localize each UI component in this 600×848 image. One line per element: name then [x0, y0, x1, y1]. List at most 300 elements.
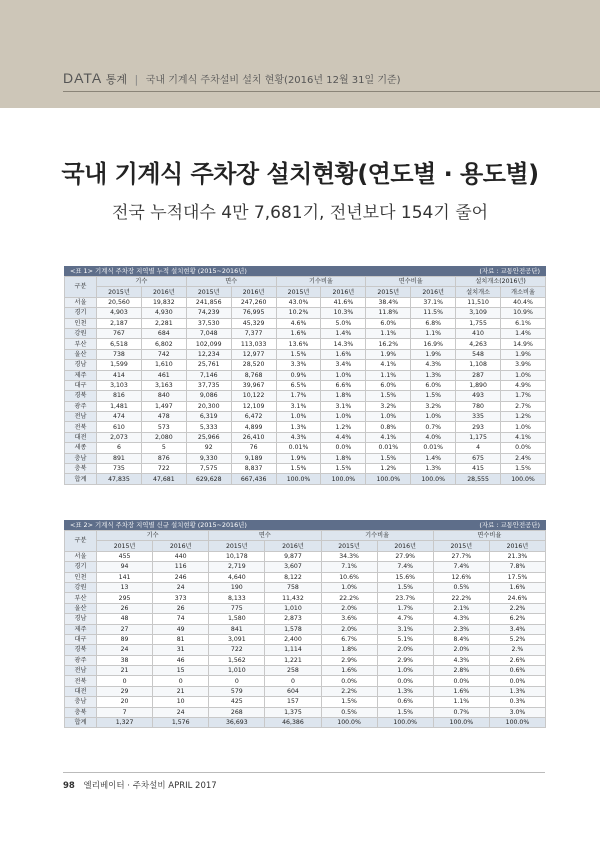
table-cell: 2.0%	[321, 624, 377, 634]
table-row	[65, 655, 546, 665]
table-cell: 7,048	[186, 328, 231, 338]
table-cell: 12.6%	[433, 572, 489, 582]
table-cell: 14.3%	[321, 339, 366, 349]
table-cell: 20,560	[97, 297, 142, 307]
table-cell: 4.3%	[433, 655, 489, 665]
table-cell: 2.2%	[489, 603, 545, 613]
header-subtitle: 국내 기계식 주차설비 설치 현황(2016년 12월 31일 기준)	[145, 75, 401, 86]
table-cell: 0.01%	[276, 443, 321, 453]
table-cell: 738	[97, 349, 142, 359]
table-cell: 1,599	[97, 360, 142, 370]
table-cell: 287	[456, 370, 501, 380]
table-row	[65, 582, 546, 592]
table-cell: 28,555	[456, 474, 501, 484]
table-cell: 1.4%	[411, 453, 456, 463]
table-cell: 3.1%	[321, 401, 366, 411]
row-label: 대전	[65, 686, 97, 696]
table-cell: 1.3%	[276, 422, 321, 432]
table-cell: 373	[153, 593, 209, 603]
table-cell: 474	[97, 412, 142, 422]
table-cell: 667,436	[231, 474, 276, 484]
table-cell: 1,610	[141, 360, 186, 370]
table1-subheader: 설치개소	[456, 287, 501, 297]
table-cell: 3.2%	[366, 401, 411, 411]
table-cell: 3.4%	[321, 360, 366, 370]
table-cell: 20,300	[186, 401, 231, 411]
table-cell: 26	[97, 603, 153, 613]
table-cell: 0.5%	[321, 707, 377, 717]
table-row	[65, 603, 546, 613]
table-row	[65, 380, 546, 390]
table-cell: 2,873	[265, 614, 321, 624]
row-label: 충남	[65, 453, 97, 463]
table-cell: 1.6%	[276, 328, 321, 338]
table2-subheader: 2016년	[489, 541, 545, 551]
table-row	[65, 624, 546, 634]
row-label: 울산	[65, 349, 97, 359]
table-cell: 34.3%	[321, 551, 377, 561]
table1-subheader: 2015년	[366, 287, 411, 297]
table-cell: 41.6%	[321, 297, 366, 307]
table-cell: 1.5%	[366, 391, 411, 401]
table-cell: 1,578	[265, 624, 321, 634]
row-label: 강원	[65, 328, 97, 338]
table-cell: 100.0%	[321, 474, 366, 484]
table2-header-count-ratio: 기수비율	[321, 531, 433, 541]
table-cell: 76	[231, 443, 276, 453]
table-cell: 8,122	[265, 572, 321, 582]
table-cell: 0.01%	[411, 443, 456, 453]
table-cell: 49	[153, 624, 209, 634]
table-cell: 3,103	[97, 380, 142, 390]
table-cell: 24	[153, 582, 209, 592]
table-cell: 6.2%	[489, 614, 545, 624]
table2-subheader: 2015년	[97, 541, 153, 551]
table-cell: 190	[209, 582, 265, 592]
table-cell: 3,109	[456, 308, 501, 318]
table-cell: 47,681	[141, 474, 186, 484]
table-cell: 6,518	[97, 339, 142, 349]
table-cell: 455	[97, 551, 153, 561]
section-label: 통계	[105, 73, 128, 86]
table-cell: 684	[141, 328, 186, 338]
table-cell: 0	[209, 676, 265, 686]
table-cell: 23.7%	[377, 593, 433, 603]
table-cell: 11,510	[456, 297, 501, 307]
table-cell: 604	[265, 686, 321, 696]
table1-subheader: 2016년	[321, 287, 366, 297]
table-cell: 22.2%	[433, 593, 489, 603]
table-cell: 1,497	[141, 401, 186, 411]
table-cell: 6.6%	[321, 380, 366, 390]
table-row	[65, 422, 546, 432]
table-row	[65, 707, 546, 717]
table-cell: 1.4%	[321, 328, 366, 338]
table-cell: 40.4%	[501, 297, 546, 307]
table-cell: 37,735	[186, 380, 231, 390]
table2-header-count: 기수	[97, 531, 209, 541]
table-cell: 5	[141, 443, 186, 453]
table-cell: 1.6%	[433, 686, 489, 696]
table-cell: 100.0%	[276, 474, 321, 484]
table-cell: 26,410	[231, 432, 276, 442]
table-cell: 27	[97, 624, 153, 634]
table-cell: 14.9%	[501, 339, 546, 349]
table-cell: 3,163	[141, 380, 186, 390]
table-cell: 1.0%	[321, 412, 366, 422]
table-row	[65, 308, 546, 318]
table-cell: 0.6%	[377, 697, 433, 707]
table-cell: 7,146	[186, 370, 231, 380]
table-cell: 100.0%	[366, 474, 411, 484]
footer-rule	[63, 772, 545, 773]
table-cell: 46	[153, 655, 209, 665]
table-cell: 0.0%	[377, 676, 433, 686]
table-cell: 246	[153, 572, 209, 582]
table-cell: 25,966	[186, 432, 231, 442]
table-cell: 6.0%	[411, 380, 456, 390]
table-cell: 1.4%	[501, 328, 546, 338]
table-cell: 16.2%	[366, 339, 411, 349]
table-cell: 2,073	[97, 432, 142, 442]
table-cell: 0.6%	[489, 666, 545, 676]
table1-subheader: 2015년	[276, 287, 321, 297]
table-cell: 89	[97, 634, 153, 644]
table-cell: 4,903	[97, 308, 142, 318]
table-cell: 2.4%	[501, 453, 546, 463]
table2-subheader: 2015년	[433, 541, 489, 551]
table1-caption-bar	[64, 266, 546, 276]
table1-grid	[64, 276, 546, 485]
table-row	[65, 401, 546, 411]
table-cell: 4.3%	[411, 360, 456, 370]
table-cell: 116	[153, 562, 209, 572]
table-row	[65, 562, 546, 572]
table-cell: 1.5%	[377, 582, 433, 592]
table-cell: 3.3%	[276, 360, 321, 370]
table-cell: 4.6%	[276, 318, 321, 328]
table-cell: 675	[456, 453, 501, 463]
row-label: 대구	[65, 634, 97, 644]
table-cell: 0	[153, 676, 209, 686]
table1-header-count: 기수	[97, 277, 187, 287]
table-cell: 461	[141, 370, 186, 380]
table-cell: 13.6%	[276, 339, 321, 349]
row-label: 대구	[65, 380, 97, 390]
table-cell: 0.7%	[433, 707, 489, 717]
table-cell: 840	[141, 391, 186, 401]
table-cell: 247,260	[231, 297, 276, 307]
table-cell: 0.7%	[411, 422, 456, 432]
table-cell: 4.0%	[411, 432, 456, 442]
table-cell: 10.6%	[321, 572, 377, 582]
table-cell: 1.5%	[377, 707, 433, 717]
table-cell: 17.5%	[489, 572, 545, 582]
table-cell: 0.3%	[489, 697, 545, 707]
table-cell: 0.0%	[501, 443, 546, 453]
table-cell: 1.2%	[366, 464, 411, 474]
table1-header-sites: 설치개소(2016년)	[456, 277, 546, 287]
row-label: 충북	[65, 464, 97, 474]
table-cell: 1.0%	[321, 370, 366, 380]
table-cell: 12,977	[231, 349, 276, 359]
table-cell: 3,091	[209, 634, 265, 644]
table1-caption: <표 1> 기계식 주차장 지역별 누적 설치현황 (2015~2016년)	[70, 267, 247, 275]
table-cell: 10,178	[209, 551, 265, 561]
data-label: DATA	[63, 70, 103, 86]
table-cell: 19,832	[141, 297, 186, 307]
table-cell: 9,877	[265, 551, 321, 561]
table-cell: 742	[141, 349, 186, 359]
table-cell: 4.9%	[501, 380, 546, 390]
table-cell: 891	[97, 453, 142, 463]
table-cell: 1.5%	[501, 464, 546, 474]
table-cell: 3.6%	[321, 614, 377, 624]
table-cell: 0.0%	[321, 676, 377, 686]
table-cell: 26	[153, 603, 209, 613]
header-rule	[63, 91, 600, 92]
table-cell: 46,386	[265, 718, 321, 728]
table-cell: 1.0%	[276, 412, 321, 422]
table-cell: 94	[97, 562, 153, 572]
table-cell: 1.5%	[276, 349, 321, 359]
table-cell: 1.5%	[276, 464, 321, 474]
table-cell: 6.0%	[366, 380, 411, 390]
row-label: 충북	[65, 707, 97, 717]
table-cell: 4,899	[231, 422, 276, 432]
page-subtitle: 전국 누적대수 4만 7,681기, 전년보다 154기 줄어	[111, 203, 489, 223]
table-cell: 579	[209, 686, 265, 696]
table-row	[65, 676, 546, 686]
table-cell: 10.9%	[501, 308, 546, 318]
table-cell: 2.6%	[489, 655, 545, 665]
table-cell: 2.0%	[433, 645, 489, 655]
table2-header-spaces-ratio: 면수비율	[433, 531, 545, 541]
table-cell: 4	[456, 443, 501, 453]
table-row	[65, 551, 546, 561]
table-cell: 295	[97, 593, 153, 603]
table-cell: 414	[97, 370, 142, 380]
table-cell: 0.8%	[366, 422, 411, 432]
table-cell: 1.1%	[366, 328, 411, 338]
table-cell: 74	[153, 614, 209, 624]
header-separator: |	[134, 73, 139, 86]
table1-header-spaces: 면수	[186, 277, 276, 287]
table-cell: 0.0%	[321, 443, 366, 453]
table-cell: 76,995	[231, 308, 276, 318]
table-cell: 1.7%	[377, 603, 433, 613]
table-cell: 16.9%	[411, 339, 456, 349]
table-cell: 1,108	[456, 360, 501, 370]
row-label: 울산	[65, 603, 97, 613]
table-cell: 2.8%	[433, 666, 489, 676]
row-label: 전북	[65, 676, 97, 686]
table-cell: 6.8%	[411, 318, 456, 328]
table1-header-region: 구분	[65, 277, 97, 298]
table-cell: 1.2%	[321, 422, 366, 432]
table-cell: 1.7%	[501, 391, 546, 401]
row-label: 서울	[65, 551, 97, 561]
table-cell: 241,856	[186, 297, 231, 307]
table-cell: 7.4%	[433, 562, 489, 572]
table-cell: 1.3%	[377, 686, 433, 696]
table-row	[65, 718, 546, 728]
table-cell: 141	[97, 572, 153, 582]
section-header	[63, 70, 401, 87]
table-row	[65, 328, 546, 338]
table-cell: 1,221	[265, 655, 321, 665]
table-cell: 1,327	[97, 718, 153, 728]
table-cell: 1.3%	[411, 464, 456, 474]
table-cell: 816	[97, 391, 142, 401]
table-cell: 6.0%	[366, 318, 411, 328]
table-cell: 610	[97, 422, 142, 432]
table-cell: 767	[97, 328, 142, 338]
table-cell: 10,122	[231, 391, 276, 401]
table-cell: 3.9%	[501, 360, 546, 370]
row-label: 대전	[65, 432, 97, 442]
table-cell: 47,835	[97, 474, 142, 484]
table-row	[65, 349, 546, 359]
table-cell: 74,239	[186, 308, 231, 318]
table-cell: 2.%	[489, 645, 545, 655]
table2-subheader: 2015년	[209, 541, 265, 551]
page-number: 98	[63, 781, 75, 791]
table-cell: 13	[97, 582, 153, 592]
table-cell: 335	[456, 412, 501, 422]
table-cell: 36,693	[209, 718, 265, 728]
table-cell: 5.0%	[321, 318, 366, 328]
table2-header-spaces: 면수	[209, 531, 321, 541]
table-cell: 9,330	[186, 453, 231, 463]
row-label: 전남	[65, 412, 97, 422]
table-cell: 7	[97, 707, 153, 717]
table-cell: 0.5%	[433, 582, 489, 592]
table-cell: 7,377	[231, 328, 276, 338]
table-cell: 24	[153, 707, 209, 717]
table1-subheader: 2015년	[186, 287, 231, 297]
table-row	[65, 474, 546, 484]
row-label: 전남	[65, 666, 97, 676]
table-cell: 100.0%	[411, 474, 456, 484]
table2-subheader: 2015년	[321, 541, 377, 551]
table-cell: 4,930	[141, 308, 186, 318]
table-cell: 1,481	[97, 401, 142, 411]
table-cell: 37.1%	[411, 297, 456, 307]
table-cell: 2.0%	[377, 645, 433, 655]
row-label: 서울	[65, 297, 97, 307]
table-cell: 7.1%	[321, 562, 377, 572]
table-cell: 21	[97, 666, 153, 676]
table-cell: 4.3%	[433, 614, 489, 624]
table-cell: 1,562	[209, 655, 265, 665]
row-label: 경기	[65, 308, 97, 318]
table-row	[65, 686, 546, 696]
table-cell: 5,333	[186, 422, 231, 432]
table-cell: 12,234	[186, 349, 231, 359]
table-row	[65, 697, 546, 707]
table2	[64, 520, 546, 728]
table2-grid	[64, 530, 546, 728]
table-row	[65, 339, 546, 349]
table-cell: 21.3%	[489, 551, 545, 561]
table-cell: 10	[153, 697, 209, 707]
row-label: 경북	[65, 645, 97, 655]
table-cell: 1.6%	[321, 666, 377, 676]
table-cell: 4,263	[456, 339, 501, 349]
row-label: 경북	[65, 391, 97, 401]
table-cell: 1.8%	[321, 645, 377, 655]
table-cell: 1,010	[265, 603, 321, 613]
table-cell: 629,628	[186, 474, 231, 484]
table-cell: 1.5%	[321, 697, 377, 707]
table-cell: 1.6%	[321, 349, 366, 359]
table-cell: 2,400	[265, 634, 321, 644]
table2-caption-bar	[64, 520, 546, 530]
table-cell: 1.8%	[321, 391, 366, 401]
table-cell: 21	[153, 686, 209, 696]
table-cell: 100.0%	[377, 718, 433, 728]
table-cell: 4.7%	[377, 614, 433, 624]
table-cell: 0.01%	[366, 443, 411, 453]
row-label: 제주	[65, 370, 97, 380]
table-cell: 1.9%	[411, 349, 456, 359]
table-cell: 6,472	[231, 412, 276, 422]
table-cell: 841	[209, 624, 265, 634]
table-cell: 6.7%	[321, 634, 377, 644]
row-label: 부산	[65, 339, 97, 349]
table-cell: 1.9%	[276, 453, 321, 463]
table-cell: 38.4%	[366, 297, 411, 307]
table-cell: 22.2%	[321, 593, 377, 603]
footer	[63, 779, 217, 791]
table-cell: 722	[209, 645, 265, 655]
table-cell: 1.5%	[411, 391, 456, 401]
table-cell: 1.0%	[377, 666, 433, 676]
table-cell: 12,109	[231, 401, 276, 411]
table-cell: 293	[456, 422, 501, 432]
table-cell: 1.0%	[366, 412, 411, 422]
table-cell: 25,761	[186, 360, 231, 370]
table-cell: 3.0%	[489, 707, 545, 717]
row-label: 충남	[65, 697, 97, 707]
table-cell: 1,375	[265, 707, 321, 717]
table-cell: 157	[265, 697, 321, 707]
table-row	[65, 464, 546, 474]
table-cell: 7.4%	[377, 562, 433, 572]
row-label: 경남	[65, 360, 97, 370]
table-cell: 1.0%	[501, 370, 546, 380]
table-cell: 0	[265, 676, 321, 686]
table-cell: 4,640	[209, 572, 265, 582]
table-row	[65, 318, 546, 328]
table-row	[65, 666, 546, 676]
table-cell: 24	[97, 645, 153, 655]
table-row	[65, 572, 546, 582]
table-cell: 11,432	[265, 593, 321, 603]
table-cell: 758	[265, 582, 321, 592]
row-label: 인천	[65, 318, 97, 328]
table-cell: 0	[97, 676, 153, 686]
table1-subheader: 2016년	[411, 287, 456, 297]
table2-subheader: 2016년	[265, 541, 321, 551]
table-cell: 722	[141, 464, 186, 474]
table1	[64, 266, 546, 485]
table-cell: 8.4%	[433, 634, 489, 644]
table-cell: 1.0%	[501, 422, 546, 432]
table-cell: 5.2%	[489, 634, 545, 644]
table2-caption: <표 2> 기계식 주차장 지역별 신규 설치현황 (2015~2016년)	[70, 521, 247, 529]
